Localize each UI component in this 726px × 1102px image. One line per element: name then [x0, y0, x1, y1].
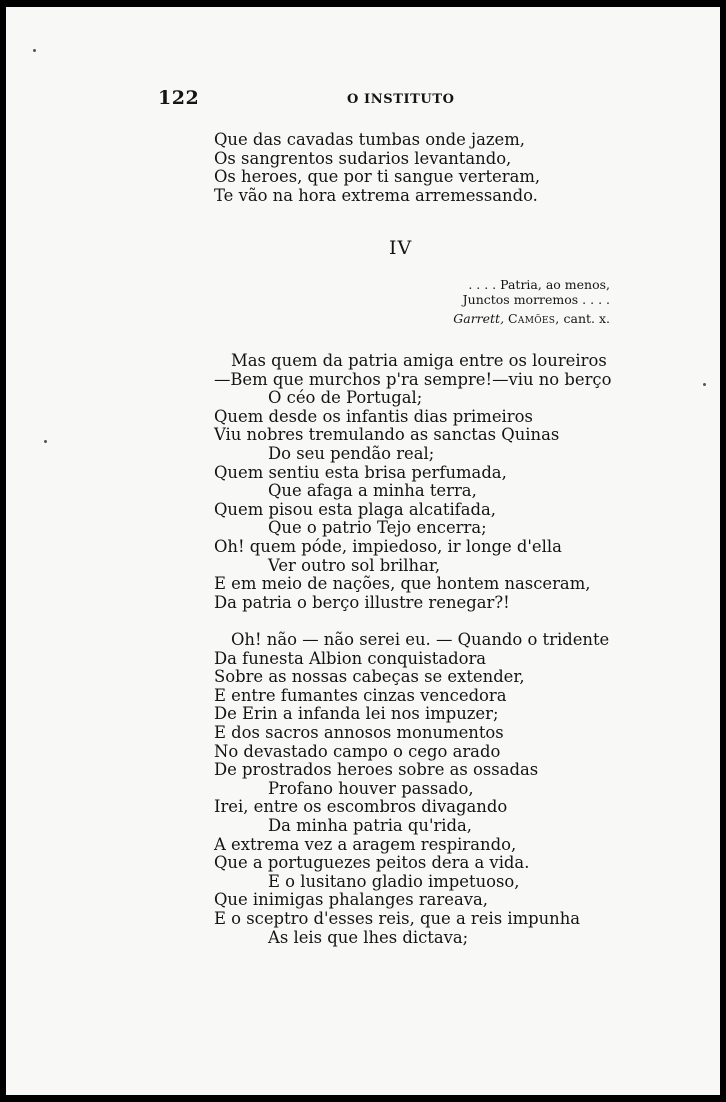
page-header	[6, 87, 720, 115]
verse-line: Irei, entre os escombros divagando	[214, 797, 508, 817]
verse-line: As leis que lhes dictava;	[268, 927, 469, 947]
epigraph-line: Junctos morremos . . . .	[462, 292, 610, 307]
paper-speck	[33, 49, 36, 52]
verse-line: Que o patrio Tejo encerra;	[268, 518, 487, 538]
verse-line: Quem sentiu esta brisa perfumada,	[214, 462, 507, 482]
verse-line: Os sangrentos sudarios levantando,	[214, 148, 512, 168]
stanza-3	[214, 631, 609, 947]
epigraph-attribution	[453, 311, 610, 326]
epigraph-line: . . . . Patria, ao menos,	[468, 277, 610, 292]
section-numeral: IV	[389, 237, 413, 259]
paper-speck	[703, 383, 706, 386]
verse-line: Que a portuguezes peitos dera a vida.	[214, 853, 530, 873]
stanza-1	[214, 131, 540, 205]
verse-line: Que inimigas phalanges rareava,	[214, 890, 488, 910]
verse-line: E o sceptro d'esses reis, que a reis impunha	[214, 908, 581, 928]
epigraph	[453, 277, 610, 326]
verse-line: Os heroes, que por ti sangue verteram,	[214, 167, 541, 187]
verse-line: No devastado campo o cego arado	[214, 741, 501, 761]
epigraph-work: Camões,	[508, 311, 560, 326]
verse-line: Viu nobres tremulando as sanctas Quinas	[214, 425, 560, 445]
page-number: 122	[158, 87, 200, 109]
verse-line: Quem desde os infantis dias primeiros	[214, 406, 533, 426]
verse-line: Da patria o berço illustre renegar?!	[214, 592, 510, 612]
verse-line: Oh! quem póde, impiedoso, ir longe d'ella	[214, 536, 562, 556]
verse-line: Da minha patria qu'rida,	[268, 815, 473, 835]
running-title: O INSTITUTO	[347, 92, 455, 107]
verse-line: E entre fumantes cinzas vencedora	[214, 685, 507, 705]
verse-line: Oh! não — não serei eu. — Quando o tridente	[231, 630, 610, 649]
verse-line: E em meio de nações, que hontem nasceram,	[214, 574, 591, 594]
verse-line: Que afaga a minha terra,	[268, 481, 477, 501]
epigraph-author: Garrett,	[453, 311, 505, 326]
verse-line: Sobre as nossas cabeças se extender,	[214, 667, 525, 687]
verse-line: —Bem que murchos p'ra sempre!—viu no berço	[214, 369, 612, 389]
verse-line: E o lusitano gladio impetuoso,	[268, 871, 520, 891]
book-page	[6, 7, 720, 1095]
verse-line: Que das cavadas tumbas onde jazem,	[214, 130, 525, 149]
verse-line: Ver outro sol brilhar,	[268, 555, 441, 575]
verse-line: Te vão na hora extrema arremessando.	[214, 185, 538, 205]
verse-line: Quem pisou esta plaga alcatifada,	[214, 499, 496, 519]
verse-line: Da funesta Albion conquistadora	[214, 648, 487, 668]
verse-line: A extrema vez a aragem respirando,	[214, 834, 517, 854]
verse-line: Do seu pendão real;	[268, 443, 435, 463]
verse-line: O céo de Portugal;	[268, 388, 423, 408]
epigraph-canto: cant. x.	[563, 311, 610, 326]
verse-line: De Erin a infanda lei nos impuzer;	[214, 704, 499, 724]
paper-speck	[44, 440, 47, 443]
verse-line: De prostrados heroes sobre as ossadas	[214, 760, 539, 780]
verse-line: Mas quem da patria amiga entre os loureiros	[231, 351, 607, 370]
verse-line: E dos sacros annosos monumentos	[214, 722, 504, 742]
verse-line: Profano houver passado,	[268, 778, 474, 798]
stanza-2	[214, 352, 611, 612]
